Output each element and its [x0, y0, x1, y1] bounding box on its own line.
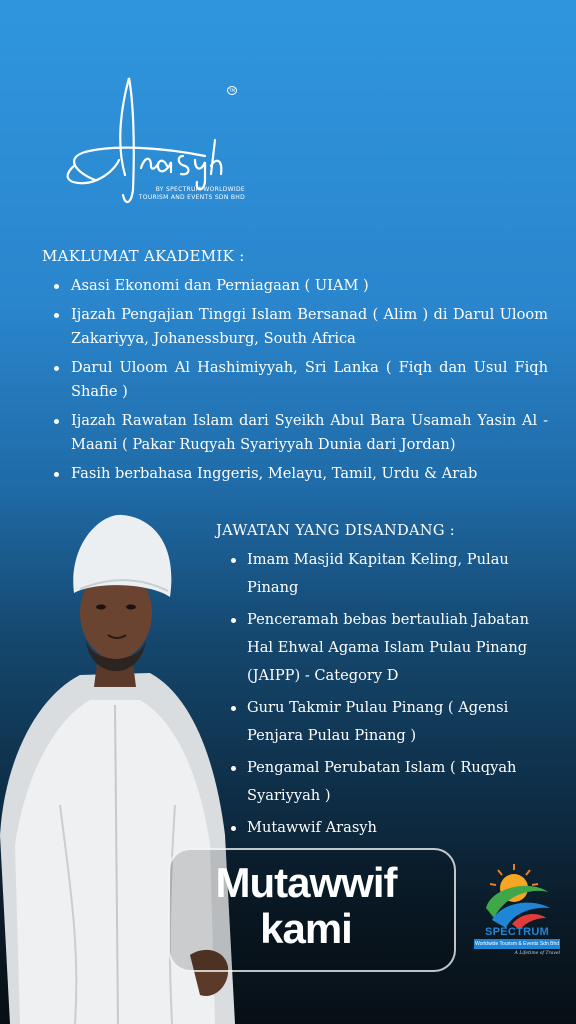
trademark-mark: TM: [229, 88, 235, 93]
positions-title: JAWATAN YANG DISANDANG :: [216, 522, 455, 539]
logo-subtitle-line1: BY SPECTRUM WORLDWIDE: [155, 186, 245, 193]
bullet-icon: [54, 313, 59, 318]
badge-line2: kami: [260, 905, 352, 952]
logo-subtitle-line2: TOURISM AND EVENTS SDN BHD: [138, 194, 245, 201]
bullet-icon: [231, 766, 236, 771]
position-item: [228, 694, 558, 750]
academic-item: [50, 356, 548, 404]
academic-item-text: Darul Uloom Al Hashimiyyah, Sri Lanka ( Fiqh dan Usul Fiqh Shafie ): [71, 359, 548, 400]
academic-list: [50, 274, 548, 491]
spectrum-small-text: A Lifetime of Travel: [514, 951, 560, 956]
position-item: [228, 606, 558, 690]
academic-item: [50, 462, 548, 486]
academic-item-text: Ijazah Rawatan Islam dari Syeikh Abul Bara Usamah Yasin Al - Maani ( Pakar Ruqyah Syariyyah Dunia dari Jordan): [71, 412, 548, 453]
bullet-icon: [54, 472, 59, 477]
position-item: [228, 754, 558, 810]
position-item-text: Mutawwif Arasyh: [247, 819, 377, 836]
position-item-text: Pengamal Perubatan Islam ( Ruqyah Syariyyah ): [247, 759, 517, 804]
academic-item: [50, 303, 548, 351]
academic-item-text: Ijazah Pengajian Tinggi Islam Bersanad ( Alim ) di Darul Uloom Zakariyya, Johanessburg, South Africa: [71, 306, 548, 347]
positions-list: [228, 546, 558, 846]
academic-item-text: Asasi Ekonomi dan Perniagaan ( UIAM ): [71, 277, 369, 294]
bullet-icon: [231, 826, 236, 831]
position-item: [228, 814, 558, 842]
bullet-icon: [54, 366, 59, 371]
spectrum-name: SPECTRUM: [484, 926, 550, 938]
bullet-icon: [231, 558, 236, 563]
position-item-text: Penceramah bebas bertauliah Jabatan Hal Ehwal Agama Islam Pulau Pinang (JAIPP) - Category D: [247, 611, 529, 684]
position-item-text: Guru Takmir Pulau Pinang ( Agensi Penjara Pulau Pinang ): [247, 699, 509, 744]
academic-item-text: Fasih berbahasa Inggeris, Melayu, Tamil, Urdu & Arab: [71, 465, 478, 482]
badge-line1: Mutawwif: [215, 859, 397, 906]
position-item-text: Imam Masjid Kapitan Keling, Pulau Pinang: [247, 551, 509, 596]
bullet-icon: [231, 618, 236, 623]
academic-item: [50, 409, 548, 457]
bullet-icon: [231, 706, 236, 711]
academic-title: MAKLUMAT AKADEMIK :: [42, 247, 245, 265]
mutawwif-badge-text: [186, 860, 426, 952]
position-item: [228, 546, 558, 602]
bullet-icon: [54, 419, 59, 424]
spectrum-tagline: Worldwide Tourism & Events Sdn Bhd: [474, 941, 560, 947]
bullet-icon: [54, 284, 59, 289]
arasyh-logo: [55, 70, 255, 210]
academic-item: [50, 274, 548, 298]
logo-subtitle: [115, 186, 245, 202]
